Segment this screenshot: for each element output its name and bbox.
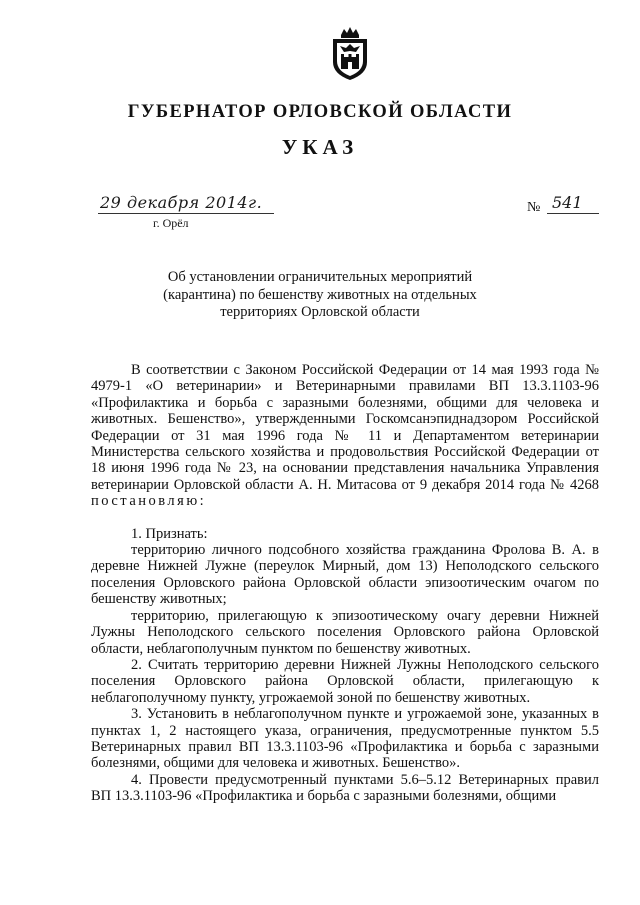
document-title	[150, 269, 490, 322]
issuing-authority: ГУБЕРНАТОР ОРЛОВСКОЙ ОБЛАСТИ	[127, 102, 513, 122]
title-line: территориях Орловской области	[220, 304, 420, 320]
paragraph-1a: территорию личного подсобного хозяйства гражданина Фролова В. А. в деревне Нижней Лужне (переулок Мирный, дом 13) Неполодского сельского поселения Орловского района Орловской области эпизоотическим очагом по бешенству животных;	[91, 542, 599, 608]
title-line: (карантина) по бешенству животных на отдельных	[163, 286, 477, 303]
document-body	[91, 362, 599, 805]
document-type: УКАЗ	[281, 135, 359, 159]
paragraph-1-heading: 1. Признать:	[131, 525, 208, 542]
date-underline	[98, 213, 274, 214]
number-underline	[547, 213, 599, 214]
decree-word: постановляю:	[91, 493, 207, 510]
handwritten-number: 541	[552, 193, 583, 212]
title-line: Об установлении ограничительных мероприятий	[167, 269, 473, 285]
paragraph-4: 4. Провести предусмотренный пунктами 5.6–5.12 Ветеринарных правил ВП 13.3.1103-96 «Профилактика и борьба с заразными болезнями, общими	[91, 771, 599, 805]
preamble-text: В соответствии с Законом Российской Федерации от 14 мая 1993 года № 4979-1 «О ветеринарии» и Ветеринарными правилами ВП 13.3.1103-96 «Профилактика и борьба с заразными болезнями, общими для человека и животных. Бешенство», утвержденными Госкомсанэпиднадзором Российской Федерации от 31 мая 1996 года № 11 и Департаментом ветеринарии Министерства сельского хозяйства и продовольствия Российской Федерации от 18 июня 1996 года № 23, на основании представления начальника Управления ветеринарии Орловской области А. Н. Митасова от 9 декабря 2014 года № 4268	[91, 362, 599, 493]
handwritten-date: 29 декабря 2014г.	[100, 193, 263, 212]
preamble-paragraph	[91, 362, 599, 510]
city: г. Орёл	[153, 216, 189, 230]
coat-of-arms-icon	[327, 26, 373, 82]
number-label: №	[527, 200, 541, 215]
paragraph-3: 3. Установить в неблагополучном пункте и угрожаемой зоне, указанных в пунктах 1, 2 настоящего указа, ограничения, предусмотренные пунктом 5.5 Ветеринарных правил ВП 13.3.1103-96 «Профилактика и борьба с заразными болезнями, общими для человека и животных. Бешенство».	[91, 706, 599, 772]
paragraph-1b: территорию, прилегающую к эпизоотическому очагу деревни Нижней Лужны Неполодского сельского поселения Орловского района Орловской области, неблагополучным пунктом по бешенству животных.	[91, 607, 599, 657]
paragraph-2: 2. Считать территорию деревни Нижней Лужны Неполодского сельского поселения Орловского района Орловской области, прилегающую к неблагополучному пункту, угрожаемой зоной по бешенству животных.	[91, 656, 599, 706]
